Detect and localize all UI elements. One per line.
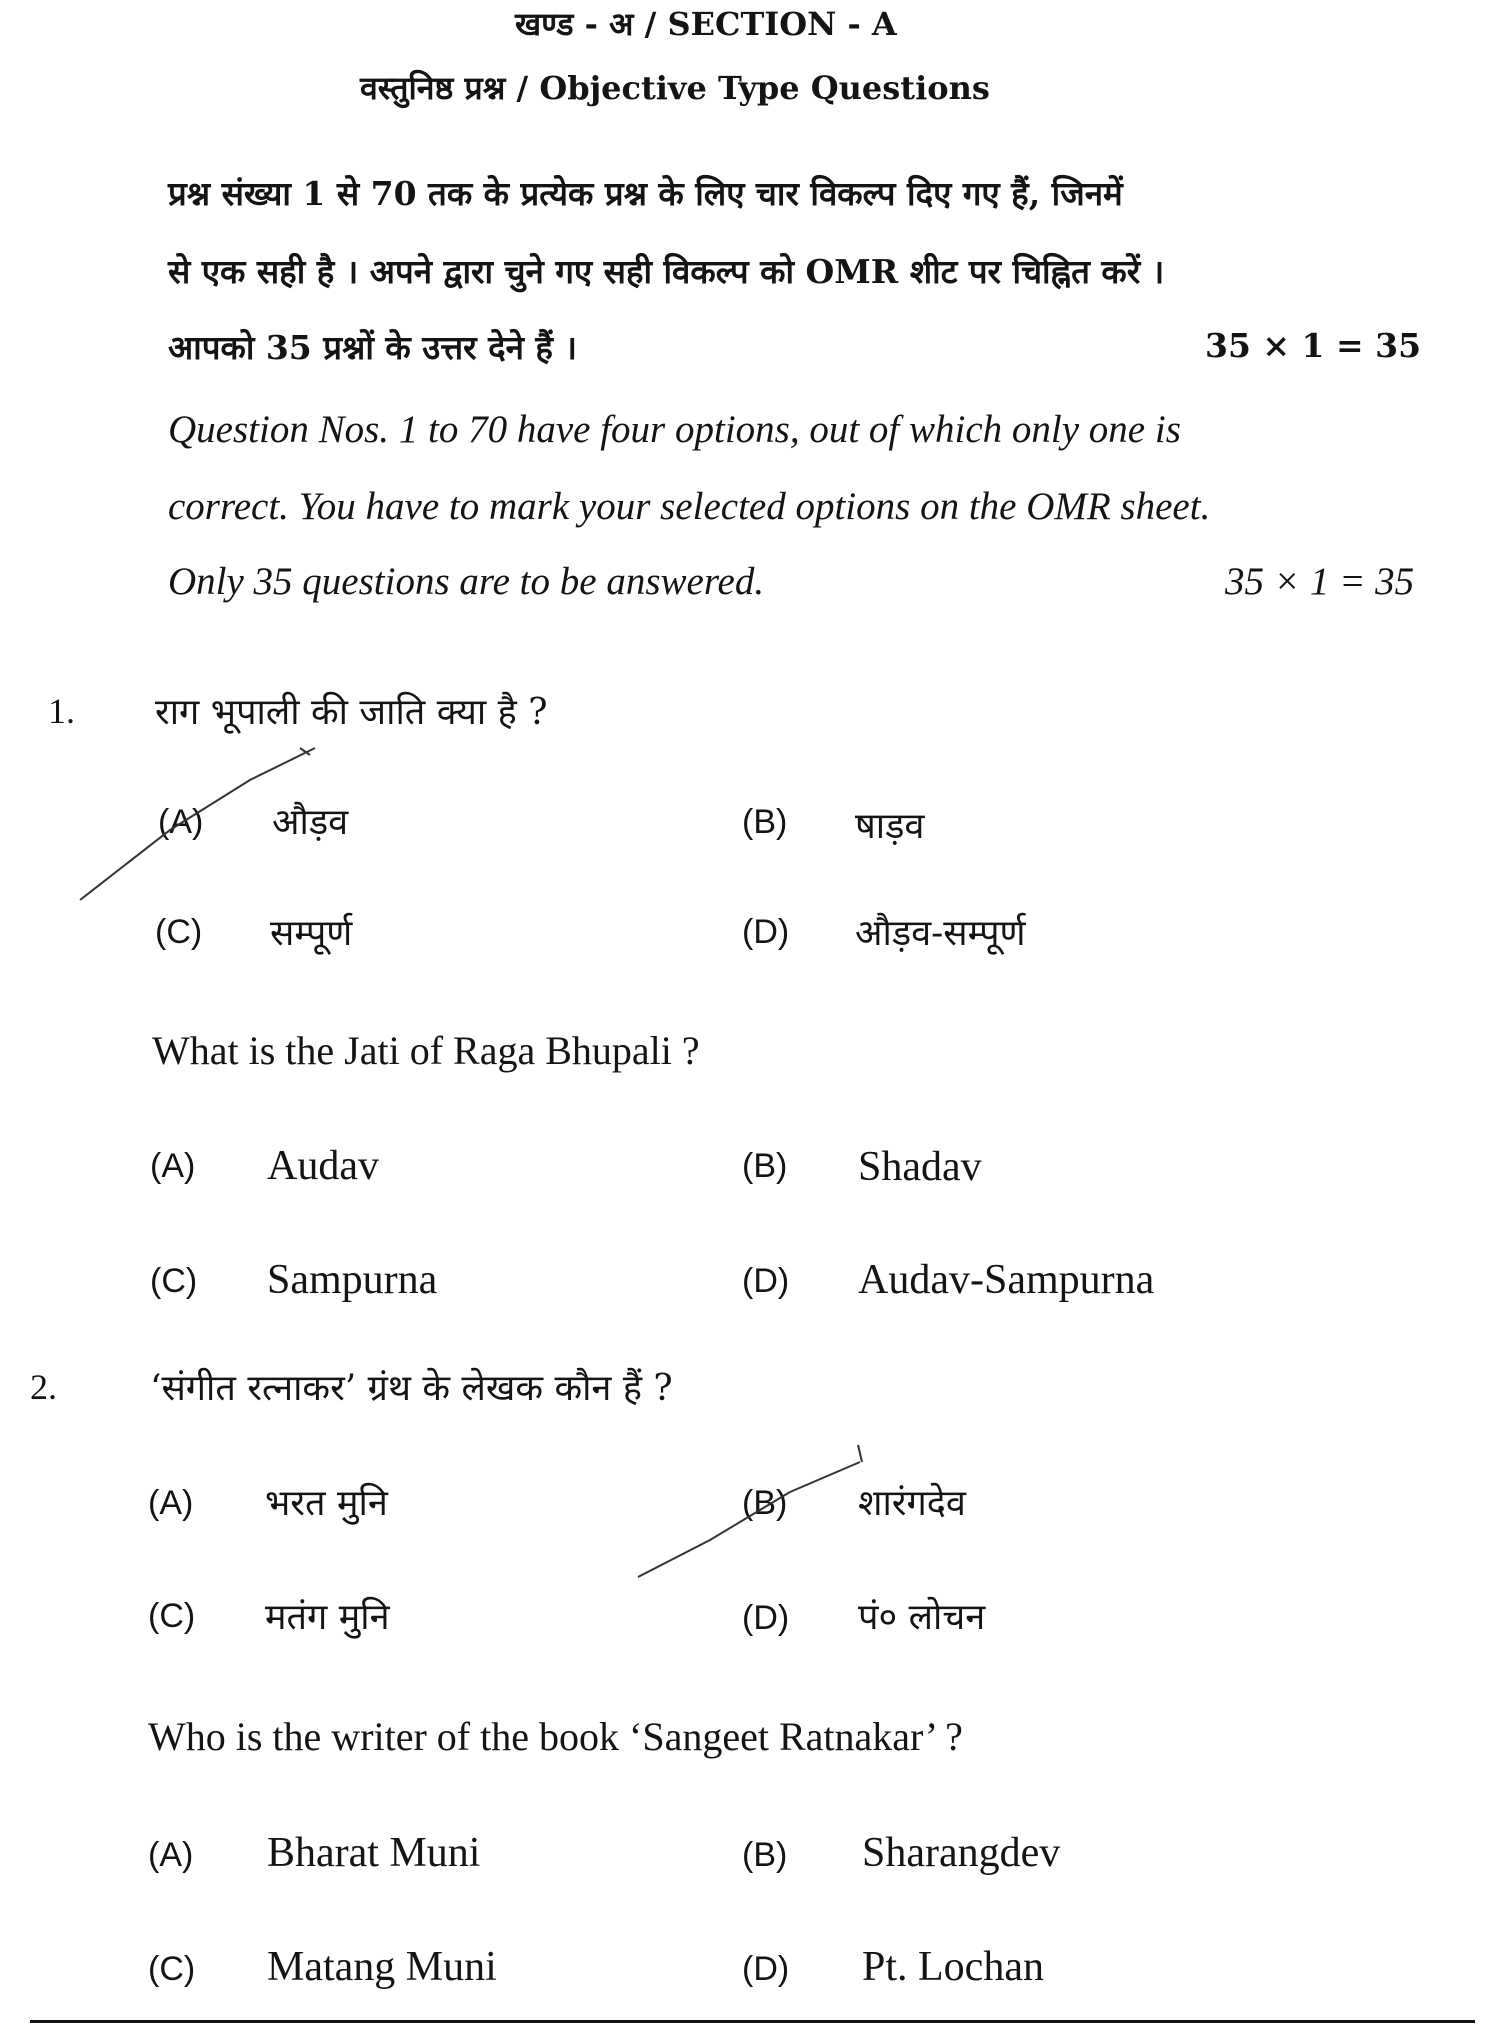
option-text-english[interactable]: Sampurna (267, 1257, 438, 1303)
option-label[interactable]: (B) (742, 1836, 788, 1874)
instruction-hindi-line-2: से एक सही है । अपने द्वारा चुने गए सही विकल्प को OMR शीट पर चिह्नित करें । (168, 252, 1165, 291)
option-label[interactable]: (B) (742, 1484, 788, 1522)
option-text-hindi[interactable]: मतंग मुनि (265, 1597, 390, 1638)
option-text-hindi[interactable]: पं० लोचन (858, 1597, 986, 1638)
option-text-hindi[interactable]: शारंगदेव (858, 1483, 966, 1524)
option-label[interactable]: (D) (742, 1599, 790, 1637)
instruction-english-line-2: correct. You have to mark your selected options on the OMR sheet. (168, 485, 1211, 528)
question-number: 2. (30, 1367, 57, 1407)
bottom-divider (30, 2020, 1475, 2023)
question-text-english: Who is the writer of the book ‘Sangeet Ratnakar’ ? (148, 1714, 963, 1759)
option-text-english[interactable]: Bharat Muni (267, 1830, 481, 1876)
option-label[interactable]: (C) (155, 913, 203, 951)
instruction-hindi-line-3: आपको 35 प्रश्नों के उत्तर देने हैं । (168, 328, 577, 367)
option-text-english[interactable]: Shadav (858, 1144, 982, 1190)
instruction-hindi-marks: 35 × 1 = 35 (1205, 326, 1422, 365)
option-label[interactable]: (A) (148, 1836, 194, 1874)
question-text-english: What is the Jati of Raga Bhupali ? (152, 1028, 700, 1073)
question-type-heading: वस्तुनिष्ठ प्रश्न / Objective Type Questions (360, 69, 990, 107)
option-text-hindi[interactable]: षाड़व (855, 806, 925, 847)
instruction-english-line-1: Question Nos. 1 to 70 have four options, out of which only one is (168, 408, 1181, 451)
option-text-english[interactable]: Matang Muni (267, 1944, 497, 1990)
option-label[interactable]: (A) (158, 803, 204, 841)
section-heading: खण्ड - अ / SECTION - A (515, 5, 897, 43)
option-label[interactable]: (D) (742, 913, 790, 951)
option-label[interactable]: (B) (742, 803, 788, 841)
option-label[interactable]: (D) (742, 1262, 790, 1300)
instruction-english-line-3: Only 35 questions are to be answered. (168, 560, 765, 603)
question-text-hindi: ‘संगीत रत्नाकर’ ग्रंथ के लेखक कौन हैं ? (150, 1368, 673, 1409)
option-text-english[interactable]: Sharangdev (862, 1830, 1061, 1876)
option-text-english[interactable]: Audav-Sampurna (858, 1257, 1155, 1303)
option-text-english[interactable]: Pt. Lochan (862, 1944, 1044, 1990)
option-label[interactable]: (B) (742, 1147, 788, 1185)
option-text-english[interactable]: Audav (267, 1143, 379, 1189)
instruction-english-marks: 35 × 1 = 35 (1225, 560, 1415, 603)
question-text-hindi: राग भूपाली की जाति क्या है ? (155, 692, 548, 733)
option-label[interactable]: (A) (148, 1484, 194, 1522)
question-number: 1. (48, 691, 75, 731)
option-text-hindi[interactable]: भरत मुनि (265, 1483, 388, 1524)
option-label[interactable]: (C) (150, 1262, 198, 1300)
option-label[interactable]: (C) (148, 1950, 196, 1988)
option-label[interactable]: (A) (150, 1147, 196, 1185)
option-text-hindi[interactable]: औड़व (272, 802, 349, 843)
option-label[interactable]: (C) (148, 1597, 196, 1635)
option-text-hindi[interactable]: सम्पूर्ण (270, 913, 353, 954)
instruction-hindi-line-1: प्रश्न संख्या 1 से 70 तक के प्रत्येक प्रश्न के लिए चार विकल्प दिए गए हैं, जिनमें (168, 174, 1123, 213)
tick-mark-q1-a (80, 748, 315, 900)
tick-mark-q2-b-top (858, 1445, 862, 1462)
option-text-hindi[interactable]: औड़व-सम्पूर्ण (855, 913, 1026, 954)
option-label[interactable]: (D) (742, 1950, 790, 1988)
tick-mark-q2-b (638, 1462, 860, 1577)
